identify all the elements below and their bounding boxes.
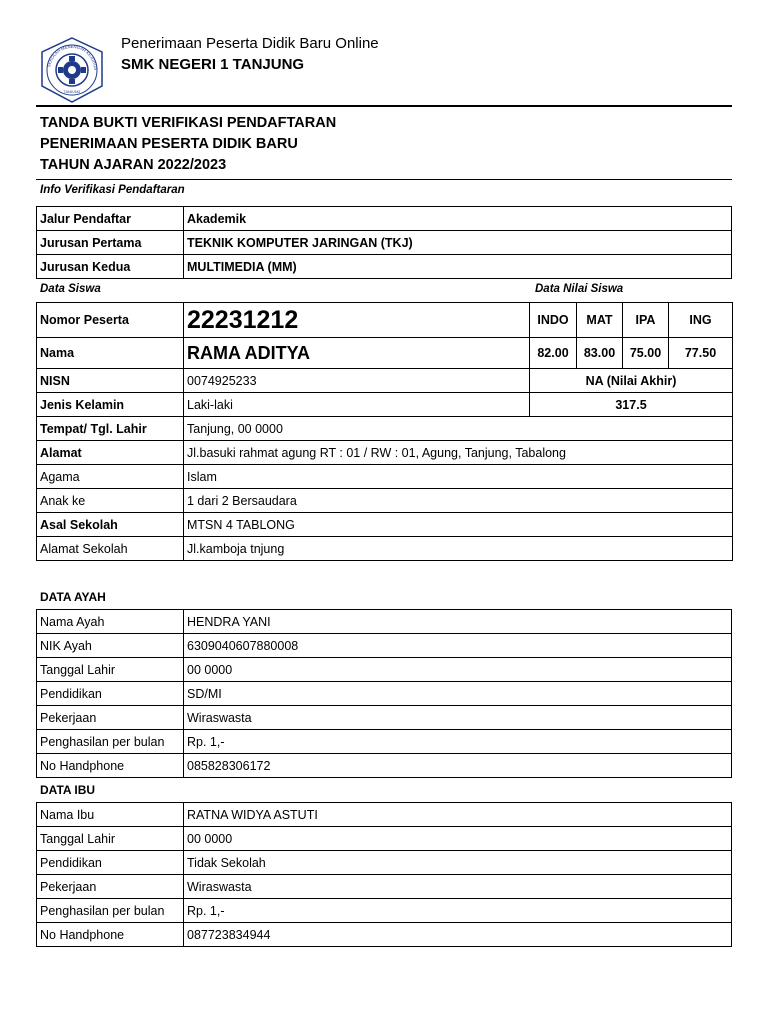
row-label: Anak ke bbox=[37, 489, 184, 513]
table-row bbox=[37, 369, 733, 393]
table-row bbox=[37, 207, 732, 231]
row-label: Nama Ibu bbox=[37, 803, 184, 827]
row-value: 085828306172 bbox=[184, 754, 732, 778]
row-value: MTSN 4 TABLONG bbox=[184, 513, 733, 537]
row-value: RATNA WIDYA ASTUTI bbox=[184, 803, 732, 827]
page-header bbox=[36, 34, 736, 106]
table-row bbox=[37, 851, 732, 875]
table-row bbox=[37, 923, 732, 947]
table-row bbox=[37, 634, 732, 658]
table-row bbox=[37, 338, 733, 369]
row-label: Pekerjaan bbox=[37, 875, 184, 899]
row-value: SD/MI bbox=[184, 682, 732, 706]
row-label: No Handphone bbox=[37, 754, 184, 778]
row-value: Islam bbox=[184, 465, 733, 489]
row-label: Nomor Peserta bbox=[37, 303, 184, 338]
nilai-heading: Data Nilai Siswa bbox=[535, 283, 624, 295]
table-row bbox=[37, 682, 732, 706]
table-row bbox=[37, 513, 733, 537]
row-label: Tanggal Lahir bbox=[37, 827, 184, 851]
nilai-value: 83.00 bbox=[577, 338, 623, 369]
document-title-line3: TAHUN AJARAN 2022/2023 bbox=[40, 157, 227, 173]
row-value: MULTIMEDIA (MM) bbox=[184, 255, 732, 279]
row-label: Alamat Sekolah bbox=[37, 537, 184, 561]
table-row bbox=[37, 417, 733, 441]
table-row bbox=[37, 658, 732, 682]
ayah-table bbox=[36, 609, 732, 778]
ibu-table bbox=[36, 802, 732, 947]
row-label: Pendidikan bbox=[37, 851, 184, 875]
table-row bbox=[37, 730, 732, 754]
table-row bbox=[37, 393, 733, 417]
table-row bbox=[37, 827, 732, 851]
row-value: 087723834944 bbox=[184, 923, 732, 947]
title-divider bbox=[36, 179, 732, 180]
document-title-line1: TANDA BUKTI VERIFIKASI PENDAFTARAN bbox=[40, 115, 337, 131]
table-row bbox=[37, 706, 732, 730]
row-label: NISN bbox=[37, 369, 184, 393]
verifikasi-heading: Info Verifikasi Pendaftaran bbox=[40, 184, 185, 196]
row-label: Tempat/ Tgl. Lahir bbox=[37, 417, 184, 441]
table-row bbox=[37, 465, 733, 489]
row-value: Wiraswasta bbox=[184, 875, 732, 899]
table-row bbox=[37, 875, 732, 899]
table-row bbox=[37, 610, 732, 634]
ibu-heading: DATA IBU bbox=[40, 783, 96, 797]
nilai-value: 75.00 bbox=[623, 338, 669, 369]
logo-bottom-text: TANJUNG bbox=[63, 90, 81, 94]
row-label: Pekerjaan bbox=[37, 706, 184, 730]
row-label: Jalur Pendaftar bbox=[37, 207, 184, 231]
row-label: Nama Ayah bbox=[37, 610, 184, 634]
table-row bbox=[37, 489, 733, 513]
na-label: NA (Nilai Akhir) bbox=[530, 369, 733, 393]
row-label: Jenis Kelamin bbox=[37, 393, 184, 417]
row-value: Tidak Sekolah bbox=[184, 851, 732, 875]
row-value: 6309040607880008 bbox=[184, 634, 732, 658]
row-label: Asal Sekolah bbox=[37, 513, 184, 537]
nisn-value: 0074925233 bbox=[184, 369, 530, 393]
verifikasi-table bbox=[36, 206, 732, 279]
table-row bbox=[37, 803, 732, 827]
nilai-value: 82.00 bbox=[530, 338, 577, 369]
header-divider bbox=[36, 105, 732, 107]
row-value: TEKNIK KOMPUTER JARINGAN (TKJ) bbox=[184, 231, 732, 255]
row-label: Jurusan Pertama bbox=[37, 231, 184, 255]
nilai-header: IPA bbox=[623, 303, 669, 338]
table-row bbox=[37, 899, 732, 923]
row-value: 1 dari 2 Bersaudara bbox=[184, 489, 733, 513]
row-label: Penghasilan per bulan bbox=[37, 730, 184, 754]
table-row bbox=[37, 231, 732, 255]
table-row bbox=[37, 255, 732, 279]
row-value: Rp. 1,- bbox=[184, 899, 732, 923]
row-value: Akademik bbox=[184, 207, 732, 231]
row-value: HENDRA YANI bbox=[184, 610, 732, 634]
nilai-header: INDO bbox=[530, 303, 577, 338]
table-row bbox=[37, 537, 733, 561]
table-row bbox=[37, 754, 732, 778]
table-row bbox=[37, 303, 733, 338]
table-row bbox=[37, 441, 733, 465]
na-value: 317.5 bbox=[530, 393, 733, 417]
nomor-peserta-value: 22231212 bbox=[184, 303, 530, 338]
nama-value: RAMA ADITYA bbox=[184, 338, 530, 369]
ayah-heading: DATA AYAH bbox=[40, 590, 106, 604]
row-value: Rp. 1,- bbox=[184, 730, 732, 754]
row-label: Agama bbox=[37, 465, 184, 489]
row-label: Penghasilan per bulan bbox=[37, 899, 184, 923]
document-title-line2: PENERIMAAN PESERTA DIDIK BARU bbox=[40, 136, 298, 152]
row-label: Alamat bbox=[37, 441, 184, 465]
row-label: Jurusan Kedua bbox=[37, 255, 184, 279]
row-value: Tanjung, 00 0000 bbox=[184, 417, 733, 441]
logo-ring-text: SEKOLAH MENENGAH KEJURUA bbox=[46, 43, 99, 71]
row-label: NIK Ayah bbox=[37, 634, 184, 658]
row-label: No Handphone bbox=[37, 923, 184, 947]
row-label: Tanggal Lahir bbox=[37, 658, 184, 682]
row-value: Jl.kamboja tnjung bbox=[184, 537, 733, 561]
row-value: 00 0000 bbox=[184, 827, 732, 851]
nilai-header: MAT bbox=[577, 303, 623, 338]
school-logo bbox=[36, 34, 108, 106]
row-value: Jl.basuki rahmat agung RT : 01 / RW : 01, Agung, Tanjung, Tabalong bbox=[184, 441, 733, 465]
school-name: SMK NEGERI 1 TANJUNG bbox=[121, 56, 305, 73]
row-label: Nama bbox=[37, 338, 184, 369]
row-value: 00 0000 bbox=[184, 658, 732, 682]
row-label: Pendidikan bbox=[37, 682, 184, 706]
portal-title: Penerimaan Peserta Didik Baru Online bbox=[121, 35, 379, 52]
row-value: Wiraswasta bbox=[184, 706, 732, 730]
siswa-heading: Data Siswa bbox=[40, 283, 101, 295]
nilai-header: ING bbox=[669, 303, 733, 338]
nilai-value: 77.50 bbox=[669, 338, 733, 369]
jenis-kelamin-value: Laki-laki bbox=[184, 393, 530, 417]
siswa-table bbox=[36, 302, 733, 561]
